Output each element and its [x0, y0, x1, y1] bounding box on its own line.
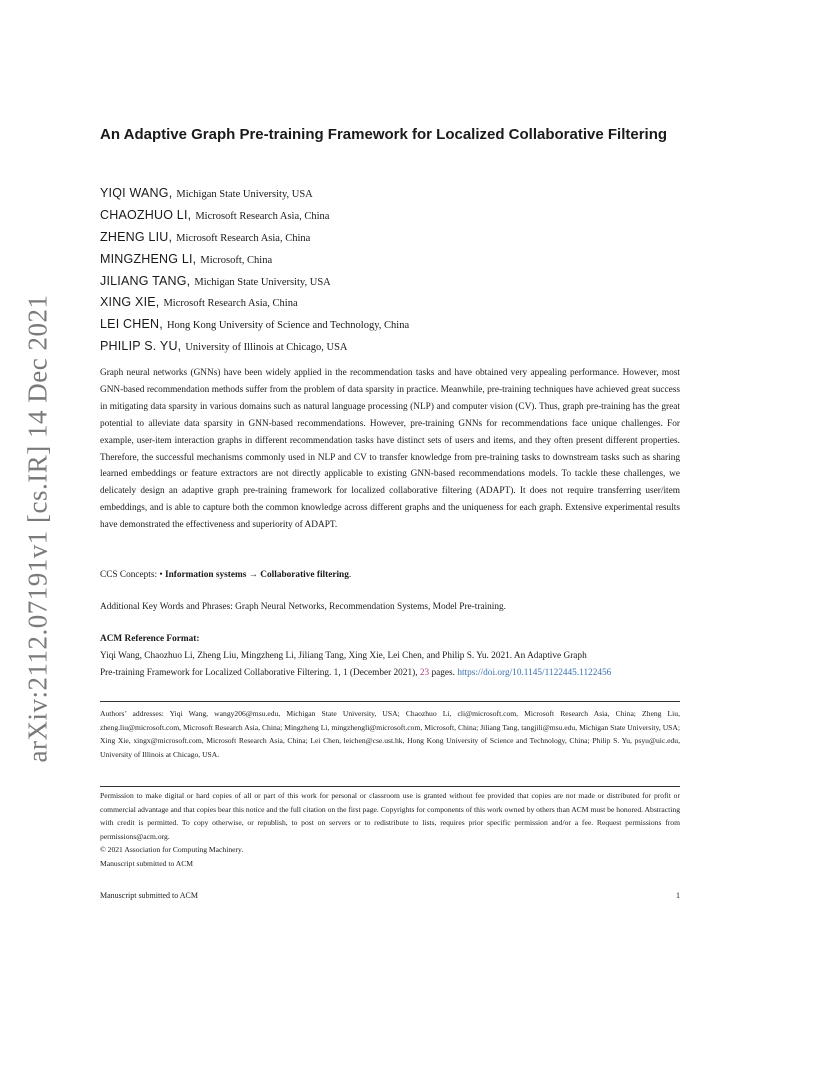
author-entry — [100, 182, 680, 204]
acm-reference-text: Pre-training Framework for Localized Collaborative Filtering. 1, 1 (December 2021), — [100, 668, 418, 678]
footnote-divider — [100, 701, 680, 702]
copyright-line: © 2021 Association for Computing Machinery. — [100, 845, 244, 855]
footer-left: Manuscript submitted to ACM — [100, 891, 198, 900]
author-affiliation: University of Illinois at Chicago, USA — [185, 342, 348, 354]
ccs-subconcept: Collaborative filtering — [260, 570, 349, 580]
author-affiliation: Microsoft Research Asia, China — [176, 232, 311, 244]
author-entry — [100, 226, 680, 248]
ccs-arrow: → — [248, 570, 258, 580]
author-entry — [100, 248, 680, 270]
author-name: CHAOZHUO LI, — [100, 207, 192, 222]
permission-block — [100, 789, 680, 871]
acm-reference-format — [100, 631, 680, 682]
authors-addresses: Authors’ addresses: Yiqi Wang, wangy206@msu.edu, Michigan State University, USA; Chaozhuo Li, cli@microsoft.com, Microsoft Research Asia, China; Zheng Liu, zheng.liu@microsoft.com, Microsoft Research Asia, China; Mingzheng Li, mingzhengli@microsoft.com, Microsoft, China; Jiliang Tang, tangjili@msu.edu, Michigan State University, USA; Xing Xie, xingx@microsoft.com, Microsoft Research Asia, China; Lei Chen, leichen@cse.ust.hk, Hong Kong University of Science and Technology, China; Philip S. Yu, psyu@uic.edu, University of Illinois at Chicago, USA. — [100, 709, 680, 759]
author-entry — [100, 291, 680, 313]
author-name: XING XIE, — [100, 295, 160, 310]
doi-link[interactable]: https://doi.org/10.1145/1122445.1122456 — [457, 668, 612, 678]
page-count-link[interactable]: 23 — [419, 668, 430, 678]
arxiv-identifier: arXiv:2112.07191v1 [cs.IR] 14 Dec 2021 — [22, 294, 53, 762]
page-footer — [100, 890, 680, 902]
author-affiliation: Microsoft Research Asia, China — [163, 298, 298, 310]
author-name: PHILIP S. YU, — [100, 339, 182, 354]
manuscript-note: Manuscript submitted to ACM — [100, 858, 194, 868]
ccs-label: CCS Concepts: • — [100, 570, 163, 580]
author-affiliation: Microsoft, China — [200, 254, 273, 266]
author-list — [100, 182, 680, 357]
author-name: JILIANG TANG, — [100, 273, 191, 288]
author-affiliation: Michigan State University, USA — [176, 189, 313, 200]
author-affiliation: Michigan State University, USA — [194, 276, 331, 288]
abstract: Graph neural networks (GNNs) have been widely applied in the recommendation tasks and have obtained very appealing performance. However, most GNN-based recommendation methods suffer from the problem of data sparsity in practice. Meanwhile, pre-training techniques have achieved great success in mitigating data sparsity in various domains such as natural language processing (NLP) and computer vision (CV). Thus, graph pre-training has the great potential to alleviate data sparsity in GNN-based recommendations. However, pre-training GNNs for recommendations face unique challenges. For example, user-item interaction graphs in different recommendation tasks have distinct sets of users and items, and they often present different properties. Therefore, the successful mechanisms commonly used in NLP and CV to transfer knowledge from pre-training tasks to downstream tasks such as sharing learned embeddings or feature extractors are not directly applicable to existing GNN-based recommendations models. To tackle these challenges, we delicately design an adaptive graph pre-training framework for localized collaborative filtering (ADAPT). It does not require transferring user/item embeddings, and is able to capture both the common knowledge across different graphs and the uniqueness for each graph. Extensive experimental results have demonstrated the effectiveness and superiority of ADAPT. — [100, 368, 680, 531]
ccs-concept: Information systems — [165, 570, 247, 580]
ccs-end: . — [348, 570, 352, 580]
author-entry — [100, 270, 680, 292]
author-name: ZHENG LIU, — [100, 229, 173, 244]
author-entry — [100, 313, 680, 335]
keywords: Additional Key Words and Phrases: Graph Neural Networks, Recommendation Systems, Model Pre-training. — [100, 602, 507, 612]
author-name: YIQI WANG, — [100, 186, 173, 200]
acm-reference-line: Yiqi Wang, Chaozhuo Li, Zheng Liu, Mingzheng Li, Jiliang Tang, Xing Xie, Lei Chen, and Philip S. Yu. 2021. An Adaptive Graph — [100, 651, 587, 661]
acm-reference-line — [100, 665, 680, 682]
author-entry — [100, 335, 680, 357]
permission-text: Permission to make digital or hard copies of all or part of this work for personal or classroom use is granted without fee provided that copies are not made or distributed for profit or commercial advantage and that copies bear this notice and the full citation on the first page. Copyrights for components of this work owned by others than ACM must be honored. Abstracting with credit is permitted. To copy otherwise, or republish, to post on servers or to redistribute to lists, requires prior specific permission and/or a fee. Request permissions from permissions@acm.org. — [100, 791, 680, 841]
page-number: 1 — [676, 891, 680, 900]
acm-reference-heading: ACM Reference Format: — [100, 634, 200, 644]
author-name: LEI CHEN, — [100, 317, 163, 332]
author-affiliation: Hong Kong University of Science and Technology, China — [166, 320, 410, 332]
permission-divider — [100, 786, 680, 787]
author-name: MINGZHENG LI, — [100, 251, 197, 266]
ccs-concepts — [100, 567, 351, 583]
arxiv-stamp — [18, 296, 58, 760]
author-affiliation: Microsoft Research Asia, China — [195, 210, 330, 222]
paper-title: An Adaptive Graph Pre-training Framework for Localized Collaborative Filtering — [100, 126, 668, 143]
pages-suffix: pages. — [431, 668, 455, 678]
author-entry — [100, 204, 680, 226]
